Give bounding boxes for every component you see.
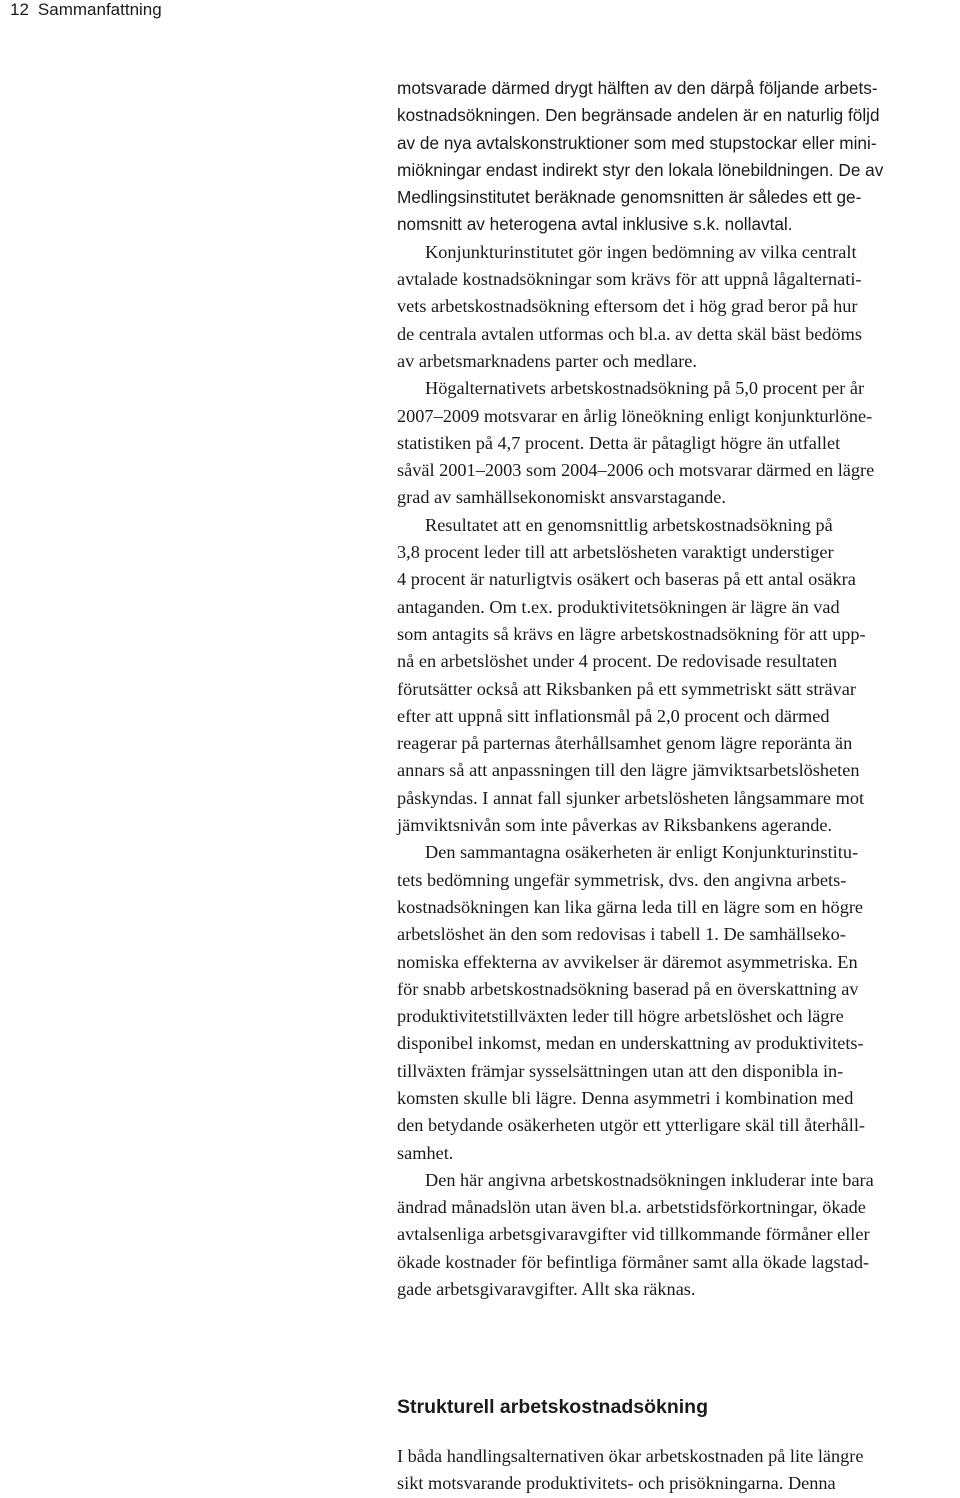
paragraph [397,1167,960,1303]
paragraph [397,75,960,239]
text-line: nomiska effekterna av avvikelser är däremot asymmetriska. En [397,951,858,972]
text-line: annars så att anpassningen till den lägre jämviktsarbetslösheten [397,760,860,781]
text-line: sikt motsvarande produktivitets- och prisökningarna. Denna [397,1473,836,1494]
paragraph [397,839,960,1167]
text-line: komsten skulle bli lägre. Denna asymmetri i kombination med [397,1087,854,1108]
text-line: vets arbetskostnadsökning eftersom det i hög grad beror på hur [397,296,858,317]
page-number: 12 [10,0,29,19]
text-line: Den här angivna arbetskostnadsökningen inkluderar inte bara [425,1169,874,1190]
text-line: av de nya avtalskonstruktioner som med stupstockar eller mini- [397,132,877,153]
text-line: arbetslöshet än den som redovisas i tabell 1. De samhällseko- [397,924,846,945]
paragraph [397,375,960,511]
text-line: för snabb arbetskostnadsökning baserad på en överskattning av [397,978,859,999]
text-line: tillväxten främjar sysselsättningen utan att den disponibla in- [397,1060,844,1081]
section-paragraph [397,1443,957,1498]
text-line: tets bedömning ungefär symmetrisk, dvs. den angivna arbets- [397,869,847,890]
text-line: jämviktsnivån som inte påverkas av Riksbankens agerande. [397,815,833,836]
text-line: Resultatet att en genomsnittlig arbetskostnadsökning på [425,514,833,535]
text-line: gade arbetsgivaravgifter. Allt ska räknas. [397,1279,696,1300]
paragraph [397,512,960,840]
running-header-title: Sammanfattning [37,0,162,19]
text-line: nå en arbetslöshet under 4 procent. De redovisade resultaten [397,651,838,672]
text-line: avtalade kostnadsökningar som krävs för att uppnå lågalternati- [397,269,862,290]
text-line: Medlingsinstitutet beräknade genomsnitten är således ett ge- [397,187,862,208]
text-line: disponibel inkomst, medan en underskattning av produktivitets- [397,1033,864,1054]
text-line: nomsnitt av heterogena avtal inklusive s.k. nollavtal. [397,214,793,235]
text-line: påskyndas. I annat fall sjunker arbetslösheten långsammare mot [397,787,865,808]
text-line: samhet. [397,1142,454,1163]
text-line: miökningar endast indirekt styr den lokala lönebildningen. De av [397,159,884,180]
section-heading: Strukturell arbetskostnadsökning [397,1396,708,1418]
text-line: såväl 2001–2003 som 2004–2006 och motsvarar därmed en lägre [397,460,875,481]
text-line: 3,8 procent leder till att arbetslösheten varaktigt understiger [397,542,834,563]
text-line: de centrala avtalen utformas och bl.a. av detta skäl bäst bedöms [397,323,862,344]
text-line: kostnadsökningen kan lika gärna leda till en lägre som en högre [397,896,864,917]
text-line: den betydande osäkerheten utgör ett ytterligare skäl till återhåll- [397,1115,866,1136]
text-line: efter att uppnå sitt inflationsmål på 2,0 procent och därmed [397,705,830,726]
text-line: kostnadsökningen. Den begränsade andelen är en naturlig följd [397,105,880,126]
text-line: av arbetsmarknadens parter och medlare. [397,350,697,371]
text-line: ändrad månadslön utan även bl.a. arbetstidsförkortningar, ökade [397,1197,866,1218]
running-header [10,0,171,20]
paragraph [397,239,960,375]
text-line: grad av samhällsekonomiskt ansvarstagande. [397,487,726,508]
text-line: Högalternativets arbetskostnadsökning på 5,0 procent per år [425,378,865,399]
text-line: statistiken på 4,7 procent. Detta är påtagligt högre än utfallet [397,432,841,453]
text-line: förutsätter också att Riksbanken på ett symmetriskt sätt strävar [397,678,856,699]
text-line: Konjunkturinstitutet gör ingen bedömning av vilka centralt [425,241,857,262]
text-line: ökade kostnader för befintliga förmåner samt alla ökade lagstad- [397,1251,870,1272]
text-line: som antagits så krävs en lägre arbetskostnadsökning för att upp- [397,623,866,644]
text-line: 4 procent är naturligtvis osäkert och baseras på ett antal osäkra [397,569,856,590]
text-line: I båda handlingsalternativen ökar arbetskostnaden på lite längre [397,1446,864,1466]
text-line: reagerar på parternas återhållsamhet genom lägre reporänta än [397,733,853,754]
body-text [397,75,960,1303]
text-line: Den sammantagna osäkerheten är enligt Konjunkturinstitu- [425,842,859,863]
text-line: antaganden. Om t.ex. produktivitetsökningen är lägre än vad [397,596,840,617]
text-line: motsvarade därmed drygt hälften av den därpå följande arbets- [397,78,878,98]
text-line: 2007–2009 motsvarar en årlig löneökning enligt konjunkturlöne- [397,405,873,426]
text-line: avtalsenliga arbetsgivaravgifter vid tillkommande förmåner eller [397,1224,870,1245]
text-line: produktivitetstillväxten leder till högre arbetslöshet och lägre [397,1006,844,1027]
